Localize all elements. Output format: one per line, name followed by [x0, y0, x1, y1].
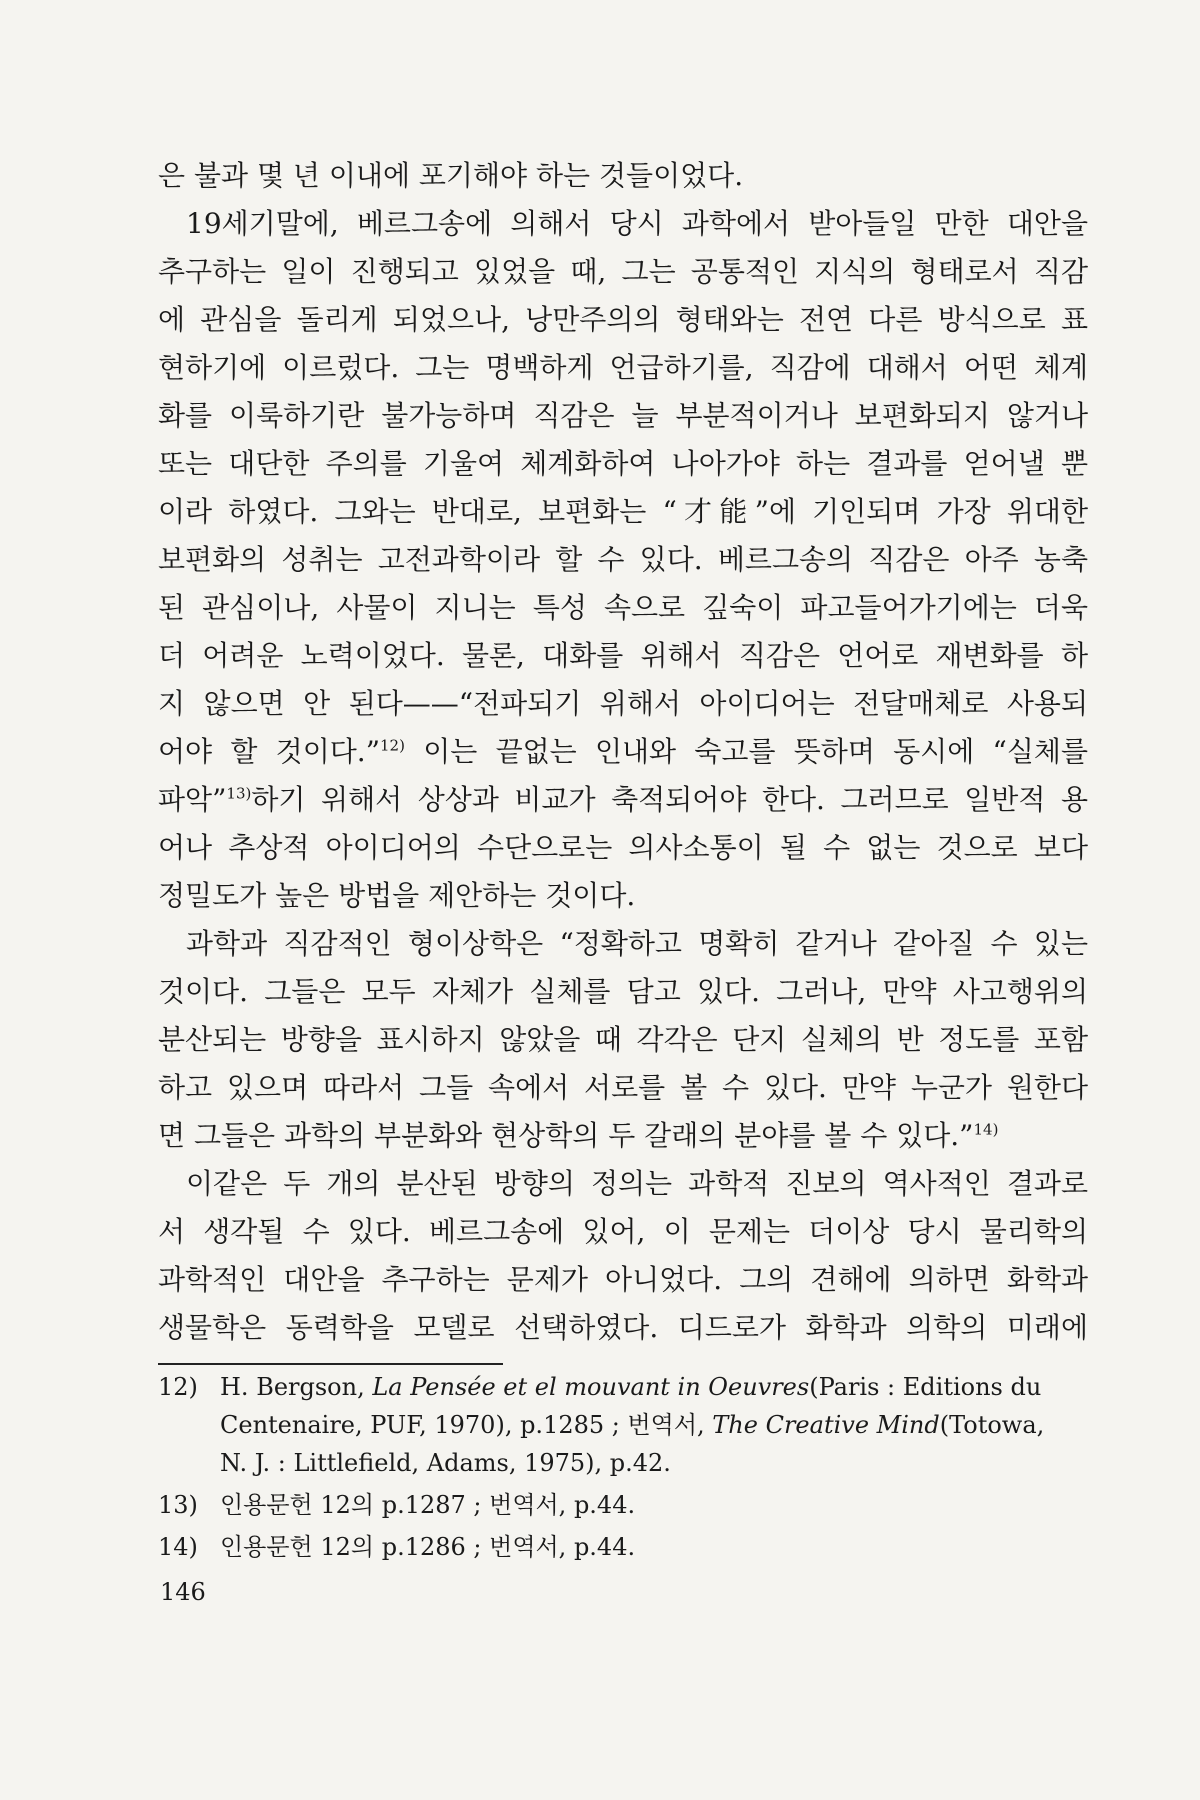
footnote-reference: 13): [226, 784, 252, 803]
line-text: 정밀도가 높은 방법을 제안하는 것이다.: [158, 879, 636, 912]
text-line: [158, 632, 1088, 680]
footnote-reference: 12): [380, 736, 405, 755]
line-text: 이같은 두 개의 분산된 방향의 정의는 과학적 진보의 역사적인 결과로: [186, 1167, 1088, 1200]
page-number: 146: [160, 1578, 206, 1606]
footnote-text: (Totowa,: [939, 1411, 1045, 1439]
text-line: [158, 1112, 1088, 1160]
text-line: [158, 776, 1088, 824]
text-line: [158, 1256, 1088, 1304]
line-text: 더 어려운 노력이었다. 물론, 대화를 위해서 직감은 언어로 재변화를 하: [158, 639, 1088, 672]
line-text: 또는 대단한 주의를 기울여 체계화하여 나아가야 하는 결과를 얻어낼 뿐: [158, 447, 1088, 480]
footnote-number: 14): [158, 1533, 198, 1561]
line-text: 분산되는 방향을 표시하지 않았을 때 각각은 단지 실체의 반 정도를 포함: [158, 1023, 1088, 1056]
line-text: 것이다. 그들은 모두 자체가 실체를 담고 있다. 그러나, 만약 사고행위의: [158, 975, 1088, 1008]
line-text: 서 생각될 수 있다. 베르그송에 있어, 이 문제는 더이상 당시 물리학의: [158, 1215, 1088, 1248]
line-text: 된 관심이나, 사물이 지니는 특성 속으로 깊숙이 파고들어가기에는 더욱: [158, 591, 1088, 624]
footnote-13: [158, 1486, 1088, 1524]
text-line: [158, 920, 1088, 968]
line-text: 현하기에 이르렀다. 그는 명백하게 언급하기를, 직감에 대해서 어떤 체계: [158, 351, 1088, 384]
line-text: 화를 이룩하기란 불가능하며 직감은 늘 부분적이거나 보편화되지 않거나: [158, 399, 1088, 432]
line-text: 면 그들은 과학의 부분화와 현상학의 두 갈래의 분야를 볼 수 있다.”: [158, 1119, 974, 1152]
text-line: [158, 584, 1088, 632]
line-text: 지 않으면 안 된다——“전파되기 위해서 아이디어는 전달매체로 사용되: [158, 687, 1088, 720]
text-line: [158, 728, 1088, 776]
footnote-number: 12): [158, 1373, 198, 1401]
text-line: [158, 152, 1088, 200]
text-line: [158, 344, 1088, 392]
line-text: 추구하는 일이 진행되고 있었을 때, 그는 공통적인 지식의 형태로서 직감: [158, 255, 1088, 288]
text-line: [158, 392, 1088, 440]
text-line: [158, 1208, 1088, 1256]
footnote-reference: 14): [973, 1120, 999, 1139]
footnote-line: [220, 1368, 1088, 1406]
text-line: [158, 1016, 1088, 1064]
footnote-12: [158, 1368, 1088, 1482]
line-text: 하기 위해서 상상과 비교가 축적되어야 한다. 그러므로 일반적 용: [251, 783, 1088, 816]
text-line: [158, 1160, 1088, 1208]
line-text: 과학적인 대안을 추구하는 문제가 아니었다. 그의 견해에 의하면 화학과: [158, 1263, 1088, 1296]
footnote-rule: [158, 1363, 503, 1365]
line-text: 이라 하였다. 그와는 반대로, 보편화는 “才能”에 기인되며 가장 위대한: [158, 495, 1088, 528]
footnote-line: N. J. : Littlefield, Adams, 1975), p.42.: [220, 1449, 671, 1477]
line-text: 하고 있으며 따라서 그들 속에서 서로를 볼 수 있다. 만약 누군가 원한다: [158, 1071, 1088, 1104]
text-line: [158, 1064, 1088, 1112]
line-text: 과학과 직감적인 형이상학은 “정확하고 명확히 같거나 같아질 수 있는: [186, 927, 1088, 960]
footnote-line: 인용문헌 12의 p.1287 ; 번역서, p.44.: [220, 1491, 636, 1519]
line-text: 어야 할 것이다.”: [158, 735, 381, 768]
line-text: 은 불과 몇 년 이내에 포기해야 하는 것들이었다.: [158, 159, 744, 192]
line-text: 이는 끝없는 인내와 숙고를 뜻하며 동시에 “실체를: [404, 735, 1088, 768]
text-line: [158, 248, 1088, 296]
footnote-line: 인용문헌 12의 p.1286 ; 번역서, p.44.: [220, 1533, 636, 1561]
text-line: [158, 680, 1088, 728]
text-line: [158, 440, 1088, 488]
body-text: [158, 152, 1088, 1352]
footnote-text: H. Bergson,: [220, 1373, 373, 1401]
line-text: 보편화의 성취는 고전과학이라 할 수 있다. 베르그송의 직감은 아주 농축: [158, 543, 1088, 576]
text-line: [158, 200, 1088, 248]
footnote-number: 13): [158, 1491, 198, 1519]
line-text: 에 관심을 돌리게 되었으나, 낭만주의의 형태와는 전연 다른 방식으로 표: [158, 303, 1088, 336]
footnotes: [158, 1368, 1088, 1570]
line-text: 파악”: [158, 783, 227, 816]
text-line: [158, 968, 1088, 1016]
text-line: [158, 488, 1088, 536]
text-line: [158, 296, 1088, 344]
footnote-text: Centenaire, PUF, 1970), p.1285 ; 번역서,: [220, 1411, 713, 1439]
text-line: [158, 1304, 1088, 1352]
footnote-text: (Paris : Editions du: [809, 1373, 1042, 1401]
text-line: [158, 824, 1088, 872]
line-text: 어나 추상적 아이디어의 수단으로는 의사소통이 될 수 없는 것으로 보다: [158, 831, 1088, 864]
footnote-title: The Creative Mind: [712, 1411, 940, 1439]
text-line: [158, 872, 1088, 920]
line-text: 생물학은 동력학을 모델로 선택하였다. 디드로가 화학과 의학의 미래에: [158, 1311, 1088, 1344]
footnote-14: [158, 1528, 1088, 1566]
footnote-title: La Pensée et el mouvant in Oeuvres: [372, 1373, 810, 1401]
footnote-line: [220, 1406, 1088, 1444]
line-text: 19세기말에, 베르그송에 의해서 당시 과학에서 받아들일 만한 대안을: [186, 207, 1088, 240]
text-line: [158, 536, 1088, 584]
